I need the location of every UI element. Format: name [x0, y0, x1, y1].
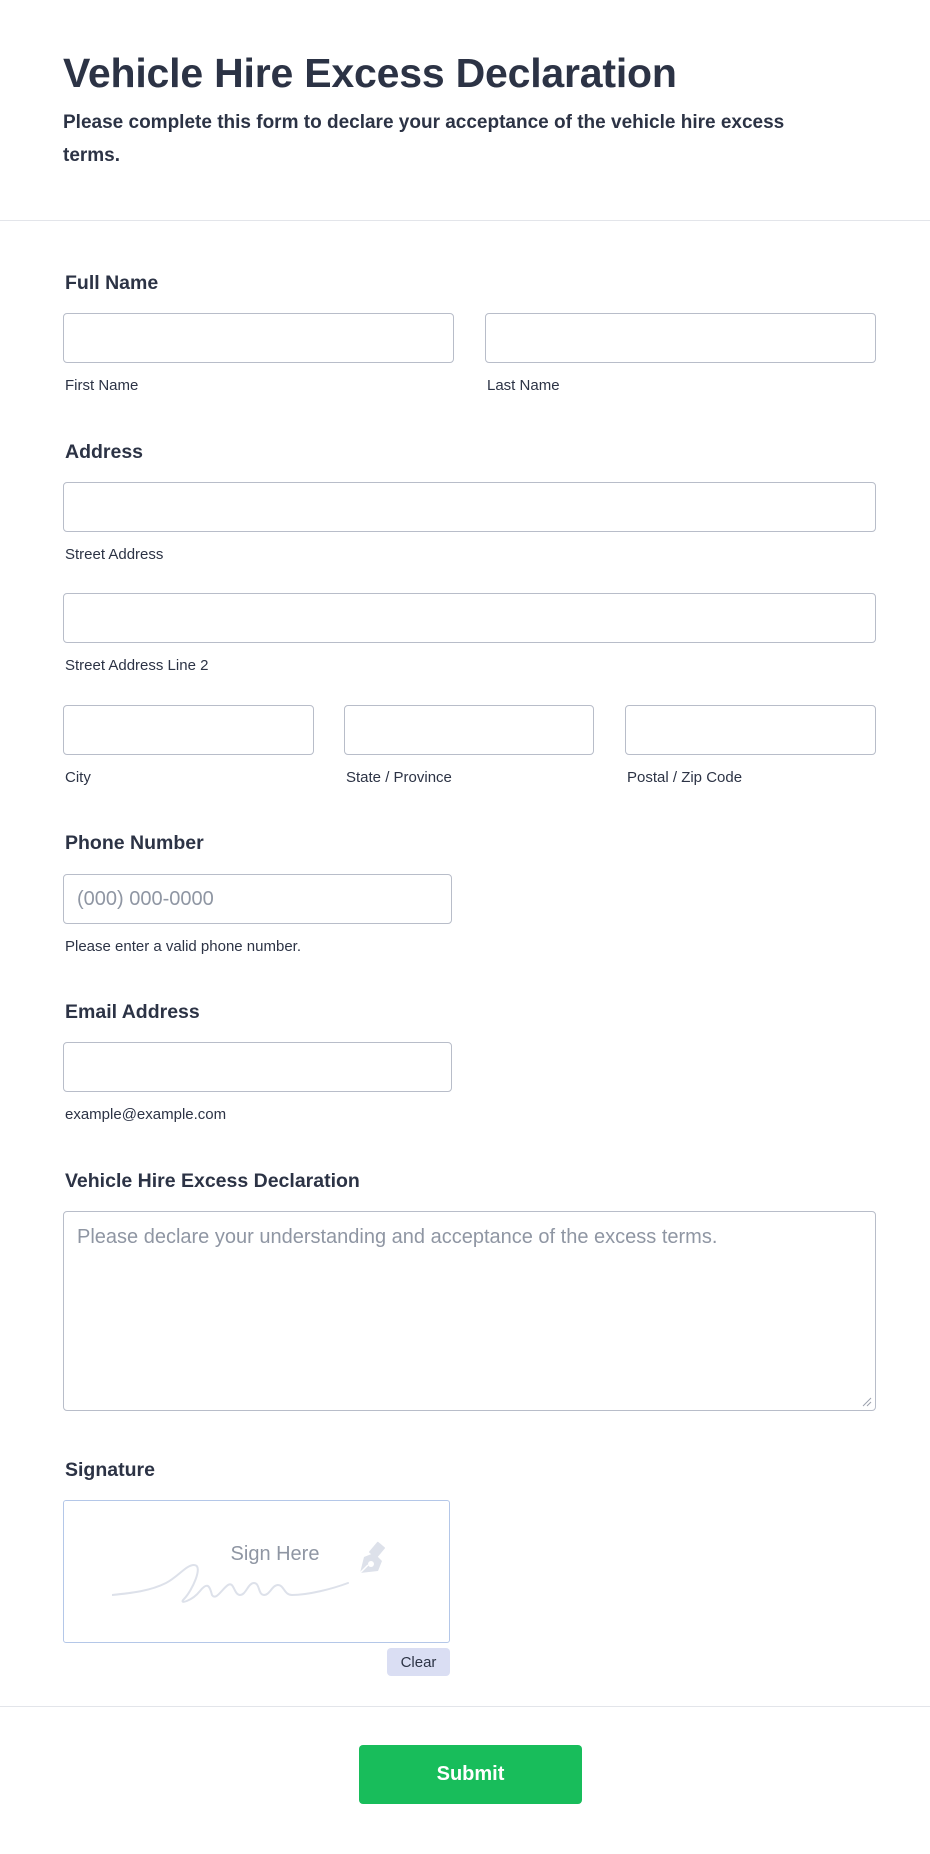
footer-divider — [0, 1706, 930, 1707]
first-name-input[interactable] — [63, 313, 454, 363]
city-input[interactable] — [63, 705, 314, 755]
signature-pad[interactable] — [63, 1500, 450, 1643]
phone-number-hint: Please enter a valid phone number. — [65, 938, 301, 955]
street-address-sublabel: Street Address — [65, 546, 164, 563]
full-name-label: Full Name — [65, 272, 159, 294]
email-address-label: Email Address — [65, 1001, 200, 1023]
signature-prompt: Sign Here — [230, 1543, 320, 1565]
city-sublabel: City — [65, 769, 91, 786]
last-name-sublabel: Last Name — [487, 377, 560, 394]
declaration-textarea[interactable] — [63, 1211, 876, 1411]
email-address-hint: example@example.com — [65, 1106, 227, 1123]
page-subtitle: Please complete this form to declare your acceptance of the vehicle hire excess terms. — [63, 112, 785, 166]
declaration-label: Vehicle Hire Excess Declaration — [65, 1170, 360, 1192]
street-address-line2-input[interactable] — [63, 593, 876, 643]
resize-grip-icon[interactable] — [860, 1395, 872, 1407]
submit-button[interactable]: Submit — [359, 1745, 582, 1804]
last-name-input[interactable] — [485, 313, 876, 363]
phone-number-input[interactable] — [63, 874, 452, 924]
postal-code-input[interactable] — [625, 705, 876, 755]
street-address-line2-sublabel: Street Address Line 2 — [65, 657, 209, 674]
postal-code-sublabel: Postal / Zip Code — [627, 769, 743, 786]
state-province-sublabel: State / Province — [346, 769, 452, 786]
form-header — [0, 0, 930, 221]
first-name-sublabel: First Name — [65, 377, 139, 394]
address-label: Address — [65, 441, 144, 463]
state-province-input[interactable] — [344, 705, 594, 755]
phone-number-label: Phone Number — [65, 832, 204, 854]
page-title: Vehicle Hire Excess Declaration — [63, 50, 677, 96]
clear-signature-button[interactable]: Clear — [387, 1648, 450, 1676]
signature-label: Signature — [65, 1459, 155, 1481]
email-address-input[interactable] — [63, 1042, 452, 1092]
pen-nib-icon — [350, 1539, 394, 1583]
street-address-input[interactable] — [63, 482, 876, 532]
